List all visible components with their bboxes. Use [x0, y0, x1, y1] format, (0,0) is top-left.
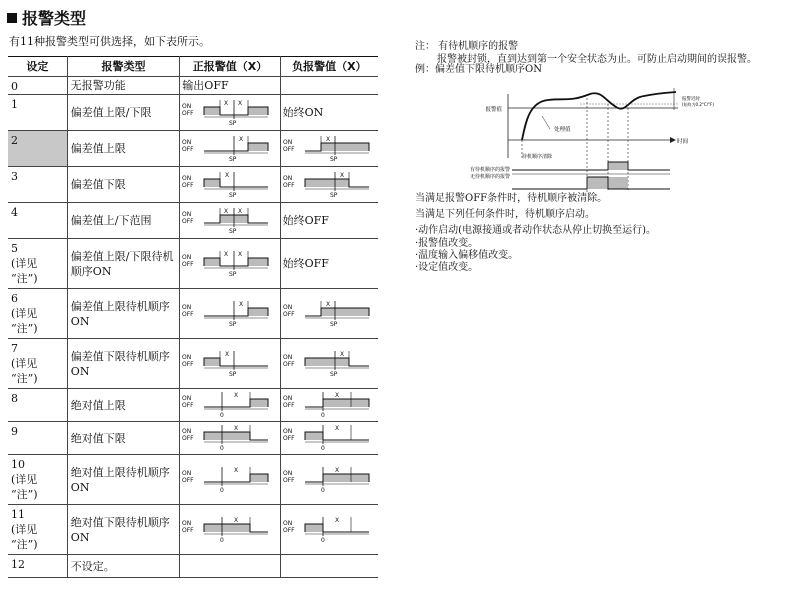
setting-cell: 10 (详见 “注”)	[8, 455, 67, 505]
x-label: X	[339, 350, 344, 358]
sp-label: SP	[329, 320, 338, 328]
zero-label: 0	[320, 412, 325, 419]
x-label: X	[334, 516, 339, 524]
positive-value-cell	[180, 555, 280, 578]
sp-label: SP	[229, 155, 237, 163]
setting-cell: 4	[8, 203, 67, 239]
negative-value-cell	[280, 455, 378, 505]
setting-cell: 0	[8, 77, 67, 95]
table-row	[8, 555, 378, 578]
header-positive-value: 正报警值（X）	[180, 57, 280, 77]
sp-label: SP	[229, 270, 237, 278]
negative-value-cell	[280, 131, 378, 167]
negative-value-cell	[280, 95, 378, 131]
alarm-type-cell: 绝对值上限待机顺序ON	[67, 455, 180, 505]
alarm-waveform-icon	[182, 134, 268, 164]
zero-label: 0	[320, 486, 325, 494]
on-label: ON	[282, 353, 292, 361]
on-label: ON	[182, 395, 192, 402]
off-label: OFF	[282, 360, 295, 368]
positive-value-cell	[180, 203, 280, 239]
zero-label: 0	[320, 445, 325, 452]
negative-value-cell	[280, 167, 378, 203]
x-label: X	[334, 425, 339, 432]
x-label: X	[238, 250, 243, 258]
setting-cell: 9	[8, 422, 67, 455]
x-label: X	[238, 207, 243, 215]
table-row	[8, 389, 378, 422]
setting-cell: 2	[8, 131, 67, 167]
sp-label: SP	[229, 119, 237, 127]
negative-value-cell	[280, 389, 378, 422]
off-label: OFF	[182, 526, 194, 534]
table-row	[8, 239, 378, 289]
table-row	[8, 203, 378, 239]
table-row	[8, 77, 378, 95]
alarm-waveform-icon	[283, 465, 369, 495]
off-label: OFF	[182, 360, 194, 368]
note-title: 注： 有待机顺序的报警	[415, 41, 519, 52]
table-row	[8, 289, 378, 339]
setting-cell: 5 (详见 “注”)	[8, 239, 67, 289]
setting-cell: 3	[8, 167, 67, 203]
positive-value-cell	[180, 167, 280, 203]
negative-value-cell	[280, 239, 378, 289]
off-label: OFF	[182, 260, 194, 268]
x-label: X	[325, 135, 330, 143]
alarm-waveform-icon	[182, 249, 268, 279]
zero-label: 0	[220, 486, 225, 494]
setting-cell: 12	[8, 555, 67, 578]
negative-value-cell	[280, 422, 378, 455]
off-label: OFF	[182, 217, 194, 225]
header-setting: 设定	[8, 57, 67, 77]
negative-text: 始终OFF	[282, 257, 329, 270]
off-label: OFF	[282, 145, 295, 153]
positive-value-cell	[180, 455, 280, 505]
standby-clear-label: 待机顺序清除	[522, 154, 553, 160]
alarm-waveform-icon	[182, 206, 268, 236]
zero-label: 0	[220, 536, 225, 544]
negative-value-cell	[280, 339, 378, 389]
negative-value-cell	[280, 203, 378, 239]
alarm-waveform-icon	[283, 134, 369, 164]
off-label: OFF	[282, 310, 295, 318]
sp-label: SP	[329, 191, 338, 199]
alarm-waveform-icon	[283, 299, 369, 329]
x-label: X	[225, 171, 230, 179]
sp-label: SP	[229, 320, 237, 328]
x-label: X	[325, 300, 330, 308]
restart-condition-text: 当满足下列任何条件时，待机顺序启动。	[415, 209, 595, 220]
on-label: ON	[182, 428, 192, 435]
on-label: ON	[282, 428, 292, 435]
on-label: ON	[282, 519, 292, 527]
on-label: ON	[182, 253, 192, 261]
section-title	[7, 6, 86, 29]
x-label: X	[339, 171, 344, 179]
standby-sequence-diagram	[430, 80, 714, 192]
alarm-waveform-icon	[283, 515, 369, 545]
positive-value-cell	[180, 131, 280, 167]
on-label: ON	[282, 174, 292, 182]
positive-value-cell	[180, 505, 280, 555]
x-label: X	[225, 350, 230, 358]
sp-label: SP	[229, 227, 237, 235]
off-label: OFF	[282, 435, 295, 442]
note-example: 例：偏差值下限待机顺序ON	[415, 64, 542, 75]
off-label: OFF	[182, 145, 194, 153]
condition-bullet-3: ·温度输入偏移值改变。	[415, 250, 519, 261]
time-label: 时间	[677, 139, 689, 145]
on-label: ON	[182, 519, 192, 527]
negative-value-cell	[280, 77, 378, 95]
setting-cell: 8	[8, 389, 67, 422]
alarm-type-cell: 偏差值上/下范围	[67, 203, 180, 239]
alarm-type-cell: 绝对值上限	[67, 389, 180, 422]
on-label: ON	[182, 303, 192, 311]
on-label: ON	[182, 102, 192, 110]
intro-text: 有11种报警类型可供选择，如下表所示。	[9, 35, 210, 48]
negative-text: 始终OFF	[282, 214, 329, 227]
x-label: X	[224, 207, 229, 215]
setting-cell: 11 (详见 “注”)	[8, 505, 67, 555]
on-label: ON	[182, 469, 192, 477]
negative-value-cell	[280, 555, 378, 578]
zero-label: 0	[220, 445, 225, 452]
alarm-waveform-icon	[283, 349, 369, 379]
alarm-waveform-icon	[182, 98, 268, 128]
table-row	[8, 167, 378, 203]
alarm-waveform-icon	[182, 515, 268, 545]
x-label: X	[239, 300, 244, 308]
alarm-type-cell: 偏差值上限待机顺序ON	[67, 289, 180, 339]
negative-value-cell	[280, 505, 378, 555]
alarm-type-cell: 偏差值上限/下限	[67, 95, 180, 131]
header-alarm-type: 报警类型	[67, 57, 180, 77]
positive-value-cell	[180, 95, 280, 131]
alarm-waveform-icon	[182, 390, 268, 420]
positive-value-cell	[180, 389, 280, 422]
positive-value-cell	[180, 77, 280, 95]
setting-cell: 7 (详见 “注”)	[8, 339, 67, 389]
alarm-value-label: 报警值	[485, 107, 502, 113]
with-standby-label: 有待机顺序的报警	[469, 167, 510, 173]
sp-label: SP	[329, 370, 338, 378]
table-row	[8, 131, 378, 167]
on-label: ON	[282, 395, 292, 402]
alarm-waveform-icon	[182, 299, 268, 329]
on-label: ON	[282, 303, 292, 311]
clear-condition-text: 当满足报警OFF条件时，待机顺序被清除。	[415, 193, 608, 204]
table-row	[8, 422, 378, 455]
off-label: OFF	[282, 402, 295, 409]
alarm-waveform-icon	[283, 170, 369, 200]
alarm-type-cell: 偏差值上限/下限待机顺序ON	[67, 239, 180, 289]
condition-bullet-4: ·设定值改变。	[415, 262, 479, 273]
x-label: X	[334, 392, 339, 399]
alarm-waveform-icon	[283, 423, 369, 453]
on-label: ON	[182, 174, 192, 182]
table-header-row	[8, 57, 378, 77]
condition-bullet-2: ·报警值改变。	[415, 238, 479, 249]
square-bullet-icon	[7, 13, 17, 23]
x-label: X	[334, 466, 339, 474]
zero-label: 0	[220, 412, 225, 419]
hysteresis-label: 报警迟时	[682, 97, 700, 102]
off-label: OFF	[182, 476, 194, 484]
alarm-type-cell: 无报警功能	[67, 77, 180, 95]
off-label: OFF	[182, 435, 194, 442]
on-label: ON	[282, 469, 292, 477]
positive-value-cell	[180, 239, 280, 289]
alarm-waveform-icon	[182, 465, 268, 495]
off-label: OFF	[282, 526, 295, 534]
alarm-waveform-icon	[182, 170, 268, 200]
without-standby-label: 无待机顺序的报警	[469, 174, 510, 180]
off-label: OFF	[282, 476, 295, 484]
positive-value-cell	[180, 422, 280, 455]
x-label: X	[234, 392, 239, 399]
condition-bullet-1: ·动作启动(电源接通或者动作状态从停止切换至运行)。	[415, 225, 656, 236]
on-label: ON	[182, 138, 192, 146]
alarm-type-cell: 绝对值下限	[67, 422, 180, 455]
alarm-waveform-icon	[182, 423, 268, 453]
alarm-type-cell: 绝对值下限待机顺序ON	[67, 505, 180, 555]
x-label: X	[238, 99, 243, 107]
positive-value-cell	[180, 339, 280, 389]
off-label: OFF	[282, 181, 295, 189]
header-negative-value: 负报警值（X）	[280, 57, 378, 77]
sp-label: SP	[229, 370, 237, 378]
table-row	[8, 95, 378, 131]
table-row	[8, 339, 378, 389]
positive-text: 输出OFF	[182, 79, 229, 92]
note-line2: 报警被封锁，直到达到第一个安全状态为止。可防止启动期间的误报警。	[437, 54, 757, 65]
off-label: OFF	[182, 181, 194, 189]
on-label: ON	[182, 353, 192, 361]
alarm-type-cell: 不设定。	[67, 555, 180, 578]
x-label: X	[234, 466, 239, 474]
alarm-waveform-icon	[283, 390, 369, 420]
alarm-type-table	[8, 56, 378, 578]
x-label: X	[234, 425, 239, 432]
off-label: OFF	[182, 402, 194, 409]
sp-label: SP	[229, 191, 237, 199]
setting-cell: 1	[8, 95, 67, 131]
alarm-type-cell: 偏差值下限待机顺序ON	[67, 339, 180, 389]
x-label: X	[224, 250, 229, 258]
setting-cell: 6 (详见 “注”)	[8, 289, 67, 339]
title-text: 报警类型	[22, 9, 87, 28]
x-label: X	[224, 99, 229, 107]
off-label: OFF	[182, 310, 194, 318]
x-label: X	[239, 135, 244, 143]
table-row	[8, 505, 378, 555]
alarm-waveform-icon	[182, 349, 268, 379]
hysteresis-sub-label: (始终为0.2°C/°F)	[682, 102, 714, 107]
negative-text: 始终ON	[282, 106, 324, 119]
zero-label: 0	[320, 536, 325, 544]
positive-value-cell	[180, 289, 280, 339]
on-label: ON	[282, 138, 292, 146]
off-label: OFF	[182, 109, 194, 117]
x-label: X	[234, 516, 239, 524]
alarm-type-cell: 偏差值上限	[67, 131, 180, 167]
sp-label: SP	[329, 155, 338, 163]
on-label: ON	[182, 210, 192, 218]
alarm-type-cell: 偏差值下限	[67, 167, 180, 203]
negative-value-cell	[280, 289, 378, 339]
process-value-label: 处理值	[554, 127, 571, 133]
table-row	[8, 455, 378, 505]
